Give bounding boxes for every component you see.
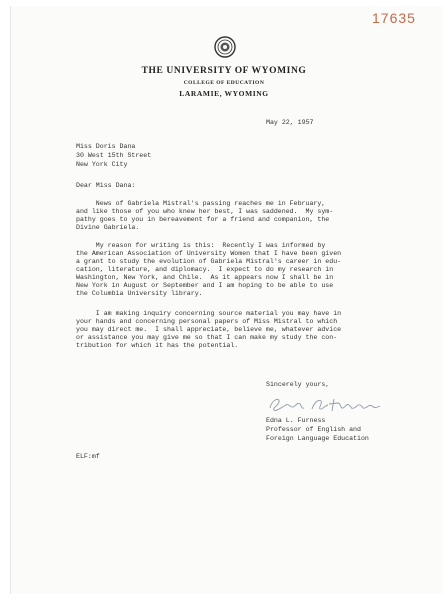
recipient-city: New York City xyxy=(76,161,128,168)
letterhead-city: LARAMIE, WYOMING xyxy=(179,89,269,98)
paragraph-2-line-4: cation, literature, and diplomacy. I expect to do my research in xyxy=(76,266,334,273)
paragraph-1-line-4: Divine Gabriela. xyxy=(76,224,140,231)
paragraph-2-line-6: New York in August or September and I am hoping to be able to use xyxy=(76,282,334,289)
reference-initials: ELF:mf xyxy=(76,453,100,460)
paragraph-3-line-3: you may direct me. I shall appreciate, believe me, whatever advice xyxy=(76,326,342,333)
paragraph-2-line-7: the Columbia University library. xyxy=(76,290,203,297)
paragraph-3-line-1: I am making inquiry concerning source material you may have in xyxy=(76,310,342,317)
paragraph-2-line-5: Washington, New York, and Chile. As it appears now I shall be in xyxy=(76,274,334,281)
paragraph-1-line-2: and like those of you who knew her best, I was saddened. My sym- xyxy=(76,208,334,215)
recipient-street: 30 West 15th Street xyxy=(76,152,152,159)
paragraph-3-line-2: your hands and concerning personal papers of Miss Mistral to which xyxy=(76,318,338,325)
signer-department: Foreign Language Education xyxy=(266,435,369,442)
university-seal-icon xyxy=(214,36,236,58)
paragraph-2-line-3: a grant to study the evolution of Gabriela Mistral's career in edu- xyxy=(76,258,342,265)
letter-date: May 22, 1957 xyxy=(266,119,314,126)
paragraph-3-line-4: or assistance you may give me so that I can make my study the con- xyxy=(76,334,338,341)
archive-number: 17635 xyxy=(372,10,416,26)
handwritten-signature xyxy=(266,393,386,415)
paragraph-2-line-2: the American Association of University Women that I have been given xyxy=(76,250,342,257)
recipient-name: Miss Doris Dana xyxy=(76,143,136,150)
closing: Sincerely yours, xyxy=(266,381,330,388)
letterhead-university: THE UNIVERSITY OF WYOMING xyxy=(141,66,307,76)
paragraph-2-line-1: My reason for writing is this: Recently I was informed by xyxy=(76,242,326,249)
signer-title: Professor of English and xyxy=(266,426,361,433)
paragraph-3-line-5: tribution for which it has the potential. xyxy=(76,342,239,349)
paragraph-1-line-1: News of Gabriela Mistral's passing reaches me in February, xyxy=(76,200,326,207)
salutation: Dear Miss Dana: xyxy=(76,182,136,189)
paragraph-1-line-3: pathy goes to you in bereavement for a friend and companion, the xyxy=(76,216,330,223)
letterhead-college: COLLEGE OF EDUCATION xyxy=(183,80,265,86)
signer-name: Edna L. Furness xyxy=(266,417,326,424)
